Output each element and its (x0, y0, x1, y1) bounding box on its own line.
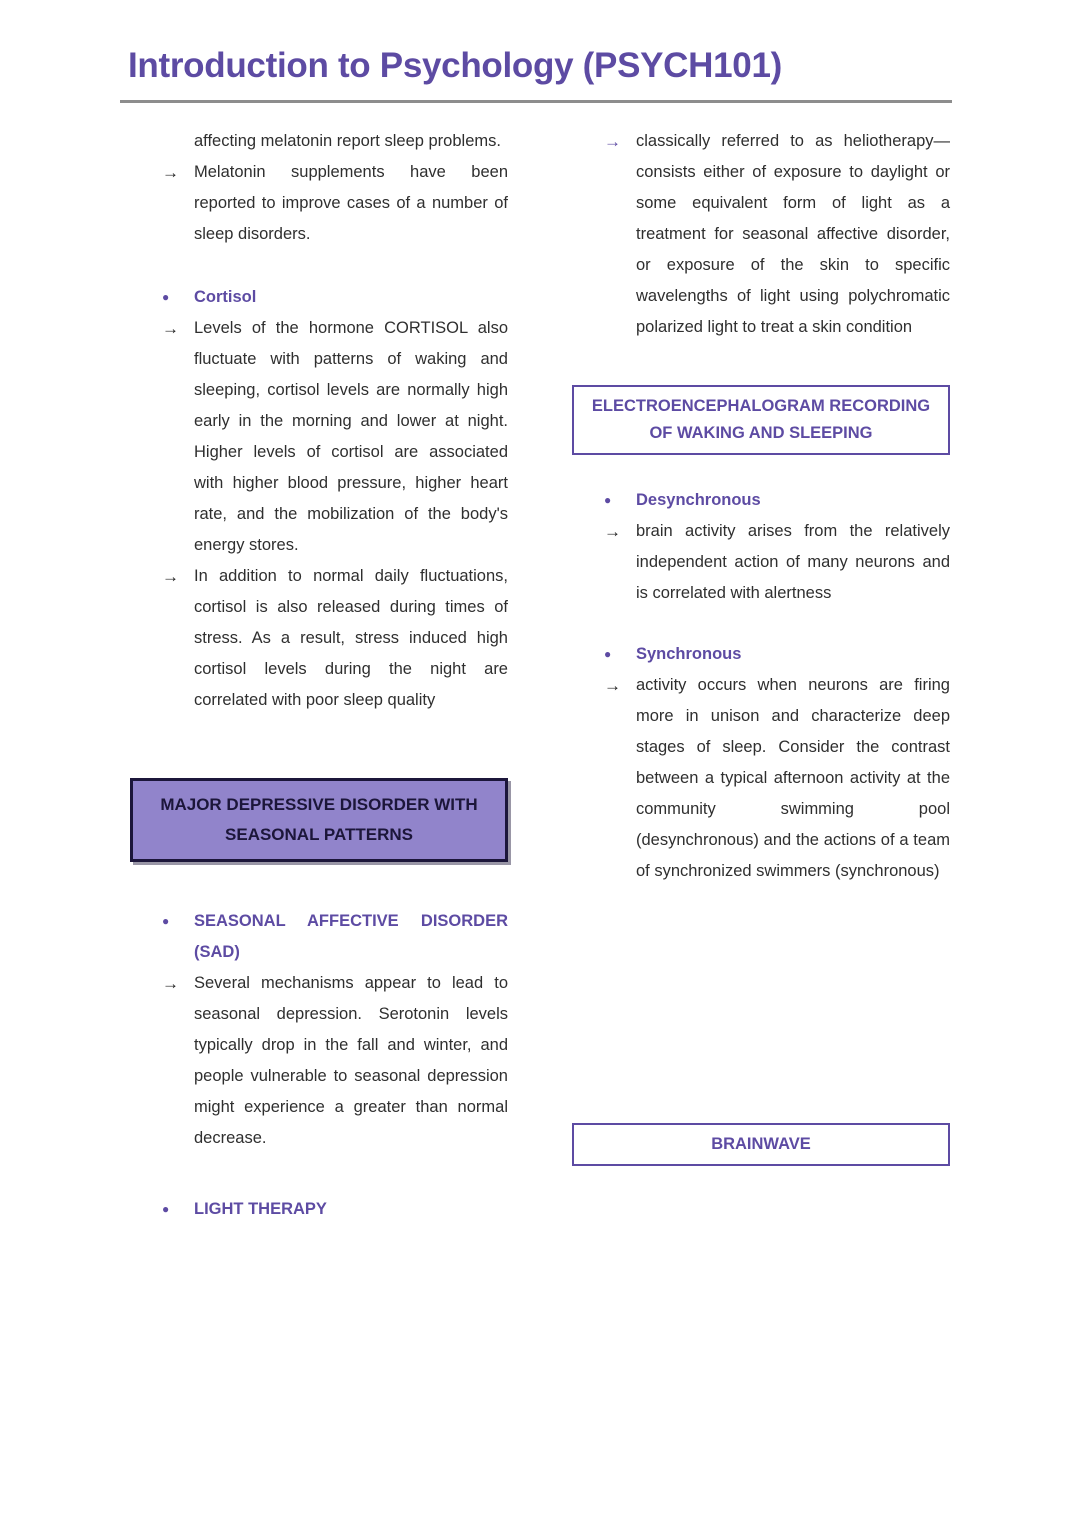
cortisol-point-1 (130, 313, 508, 561)
light-therapy-heading (130, 1194, 508, 1225)
arrow-icon: → (604, 132, 621, 151)
light-therapy-point (572, 126, 950, 343)
arrow-icon: → (604, 522, 621, 541)
left-column (130, 126, 508, 1225)
two-column-layout (0, 103, 1080, 1225)
heading-label: Synchronous (636, 645, 742, 663)
page-title: Introduction to Psychology (PSYCH101) (128, 46, 782, 85)
synchronous-point (572, 670, 950, 887)
bullet-icon: ● (162, 914, 170, 928)
desynchronous-point (572, 516, 950, 609)
paragraph-text: Levels of the hormone CORTISOL also fluctuate with patterns of waking and sleeping, cortisol levels are normally high early in the morning and lower at night. Higher levels of cortisol are associated with higher blood pressure, higher heart rate, and the mobilization of the body's energy stores. (194, 319, 508, 554)
paragraph-text: classically referred to as heliotherapy—consists either of exposure to daylight or some equivalent form of light as a treatment for seasonal affective disorder, or exposure of the skin to specific wavelengths of light using polychromatic polarized light to treat a skin condition (636, 132, 950, 336)
arrow-icon: → (162, 567, 179, 586)
arrow-icon: → (604, 676, 621, 695)
bullet-icon: ● (604, 493, 612, 507)
paragraph-text: brain activity arises from the relatively independent action of many neurons and is correlated with alertness (636, 522, 950, 602)
cortisol-point-2 (130, 561, 508, 716)
paragraph-text: Melatonin supplements have been reported to improve cases of a number of sleep disorders. (194, 163, 508, 243)
heading-label: Cortisol (194, 288, 257, 306)
eeg-recording-box: ELECTROENCEPHALOGRAM RECORDING OF WAKING AND SLEEPING (572, 385, 950, 455)
bullet-icon: ● (162, 1202, 170, 1216)
heading-label: SEASONAL AFFECTIVE DISORDER (SAD) (194, 912, 508, 961)
heading-label: LIGHT THERAPY (194, 1200, 327, 1218)
paragraph-continuation (130, 126, 508, 157)
arrow-icon: → (162, 163, 179, 182)
arrow-icon: → (162, 319, 179, 338)
bullet-icon: ● (604, 647, 612, 661)
desynchronous-heading (572, 485, 950, 516)
paragraph-text: In addition to normal daily fluctuations, cortisol is also released during times of stress. As a result, stress induced high cortisol levels during the night are correlated with poor sleep quality (194, 567, 508, 709)
heading-label: Desynchronous (636, 491, 761, 509)
arrow-icon: → (162, 974, 179, 993)
sad-point (130, 968, 508, 1154)
brainwave-box: BRAINWAVE (572, 1123, 950, 1166)
sad-heading (130, 906, 508, 968)
bullet-icon: ● (162, 290, 170, 304)
paragraph-text: Several mechanisms appear to lead to seasonal depression. Serotonin levels typically drop in the fall and winter, and people vulnerable to seasonal depression might experience a greater than normal decrease. (194, 974, 508, 1147)
melatonin-point (130, 157, 508, 250)
paragraph-text: affecting melatonin report sleep problems. (194, 132, 501, 150)
right-column (572, 126, 950, 1166)
paragraph-text: activity occurs when neurons are firing more in unison and characterize deep stages of sleep. Consider the contrast between a typical afternoon activity at the community swimming pool (desynchronous) and the actions of a team of synchronized swimmers (synchronous) (636, 676, 950, 880)
cortisol-heading (130, 282, 508, 313)
mdd-seasonal-patterns-box: MAJOR DEPRESSIVE DISORDER WITH SEASONAL PATTERNS (130, 778, 508, 862)
synchronous-heading (572, 639, 950, 670)
